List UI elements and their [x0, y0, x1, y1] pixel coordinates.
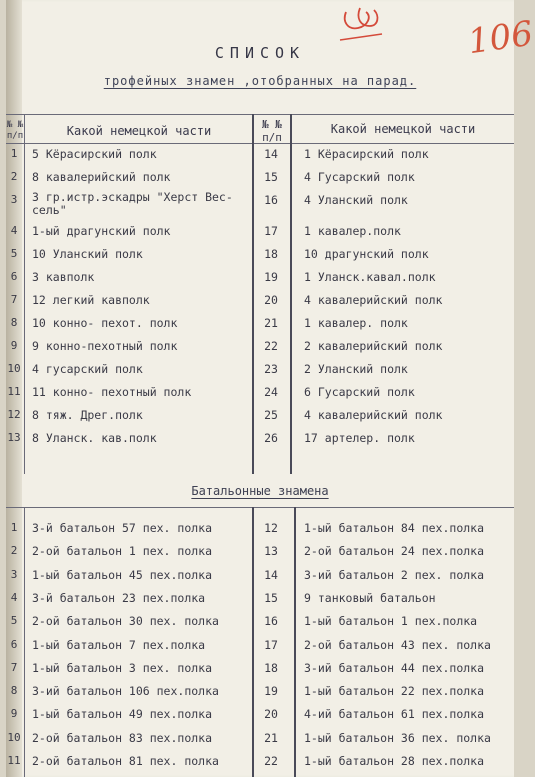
unit-name: 12 легкий кавполк — [32, 293, 150, 307]
unit-name: 10 Уланский полк — [32, 247, 143, 261]
row-number: 1 — [10, 147, 18, 160]
unit-name-right: 2 Уланский полк — [304, 362, 408, 376]
unit-name: 9 конно-пехотный полк — [32, 339, 178, 353]
unit-name: 2-ой батальон 30 пех. полка — [32, 614, 219, 629]
red-pencil-mark-icon — [336, 4, 388, 44]
table-row — [6, 362, 514, 384]
row-number-right: 25 — [264, 408, 278, 422]
row-number-right: 20 — [264, 707, 278, 722]
unit-name: 2-ой батальон 81 пех. полка — [32, 754, 219, 768]
battalion-section-title: Батальонные знамена — [191, 484, 329, 498]
table-row — [6, 190, 514, 217]
unit-name: 11 конно- пехотный полк — [32, 385, 192, 399]
unit-name-right: 4-ий батальон 61 пех.полка — [304, 707, 485, 722]
unit-name-right: 1-ый батальон 28 пех.полка — [304, 754, 485, 768]
header-number-right: № № п/п — [262, 118, 282, 144]
unit-name-right: 1 кавалер.полк — [304, 224, 401, 238]
unit-name-right: 4 Гусарский полк — [304, 170, 415, 184]
row-number-right: 22 — [264, 754, 278, 768]
unit-name-right: 4 кавалерийский полк — [304, 408, 443, 422]
unit-name-right: 10 драгунский полк — [304, 247, 429, 261]
row-number: 3 — [10, 193, 18, 206]
unit-name: 3-й батальон 57 пех. полка — [32, 521, 213, 535]
unit-name: 4 гусарский полк — [32, 362, 143, 376]
row-number: 9 — [10, 339, 18, 352]
table-row — [6, 544, 514, 566]
table-row — [6, 731, 514, 753]
row-number: 5 — [10, 247, 18, 260]
unit-name: 10 конно- пехот. полк — [32, 316, 178, 330]
unit-name: 8 тяж. Дрег.полк — [32, 408, 143, 422]
row-number-right: 13 — [264, 544, 278, 559]
unit-name-right: 1-ый батальон 1 пех.полка — [304, 614, 478, 629]
row-number: 11 — [7, 754, 21, 767]
row-number-right: 20 — [264, 293, 278, 307]
header-unit-right: Какой немецкой части — [330, 122, 476, 136]
row-number: 8 — [10, 316, 18, 329]
row-number-right: 15 — [264, 170, 278, 184]
table-row — [6, 316, 514, 338]
unit-name: 1-ый драгунский полк — [32, 224, 171, 238]
row-number-right: 17 — [264, 224, 278, 238]
unit-name: 8 кавалерийский полк — [32, 170, 171, 184]
row-number: 8 — [10, 684, 18, 698]
table-top-rule — [6, 114, 514, 115]
document-page — [6, 0, 535, 777]
row-number-right: 16 — [264, 193, 278, 207]
unit-name-right: 2 кавалерийский полк — [304, 339, 443, 353]
unit-name: 3-й батальон 23 пех.полка — [32, 590, 206, 605]
row-number-right: 23 — [264, 362, 278, 376]
document-title: СПИСОК — [214, 44, 306, 62]
unit-name-right: 1-ый батальон 22 пех.полка — [304, 684, 485, 699]
row-number-right: 26 — [264, 431, 278, 445]
row-number: 7 — [10, 660, 18, 674]
row-number: 13 — [7, 431, 21, 444]
unit-name-right: 2-ой батальон 43 пех. полка — [304, 637, 491, 652]
table-row — [6, 684, 514, 706]
row-number-right: 14 — [264, 147, 278, 161]
table-row — [6, 247, 514, 269]
row-number-right: 18 — [264, 660, 278, 675]
row-number: 4 — [10, 224, 18, 237]
table-row — [6, 707, 514, 729]
row-number: 2 — [10, 544, 18, 558]
unit-name-right: 6 Гусарский полк — [304, 385, 415, 399]
row-number: 6 — [10, 637, 18, 651]
unit-name-right: 4 кавалерийский полк — [304, 293, 443, 307]
row-number: 2 — [10, 170, 18, 183]
row-number-right: 17 — [264, 637, 278, 652]
row-number: 7 — [10, 293, 18, 306]
row-number-right: 14 — [264, 567, 278, 582]
table-row — [6, 661, 514, 683]
document-subtitle: трофейных знамен ,отобранных на парад. — [103, 74, 417, 88]
table-row — [6, 339, 514, 361]
unit-name: 1-ый батальон 7 пех.полка — [32, 637, 206, 652]
row-number: 3 — [10, 567, 18, 581]
table-row — [6, 293, 514, 315]
unit-name: 5 Кёрасирский полк — [32, 147, 157, 161]
row-number: 10 — [7, 730, 21, 744]
unit-name: 2-ой батальон 1 пех. полка — [32, 544, 213, 559]
row-number-right: 22 — [264, 339, 278, 353]
unit-name-right: 1 Кёрасирский полк — [304, 147, 429, 161]
table-row — [6, 591, 514, 613]
table-row — [6, 568, 514, 590]
table-row — [6, 754, 514, 776]
table-row — [6, 408, 514, 430]
table-row — [6, 521, 514, 543]
table-row — [6, 431, 514, 453]
unit-name-right: 4 Уланский полк — [304, 193, 408, 207]
unit-name-right: 3-ий батальон 2 пех. полка — [304, 567, 485, 582]
row-number: 5 — [10, 614, 18, 628]
row-number-right: 19 — [264, 270, 278, 284]
unit-name: 2-ой батальон 83 пех.полка — [32, 730, 213, 745]
row-number: 12 — [7, 408, 21, 421]
unit-name: 1-ый батальон 49 пех.полка — [32, 707, 213, 722]
unit-name: 1-ый батальон 45 пех.полка — [32, 567, 213, 582]
row-number-right: 24 — [264, 385, 278, 399]
row-number-right: 12 — [264, 521, 278, 535]
unit-name-right: 9 танковый батальон — [304, 590, 436, 605]
unit-name-right: 1 кавалер. полк — [304, 316, 408, 330]
row-number-right: 15 — [264, 590, 278, 605]
unit-name-right: 3-ий батальон 44 пех.полка — [304, 660, 485, 675]
table-row — [6, 147, 514, 169]
table-row — [6, 224, 514, 246]
sheet-number: 106 — [465, 13, 535, 63]
header-number: № № п/п — [6, 120, 24, 141]
row-number: 10 — [7, 362, 21, 375]
row-number-right: 16 — [264, 614, 278, 629]
table-row — [6, 170, 514, 192]
unit-name: 3 гр.истр.эскадры "Херст Вес- сель" — [32, 190, 233, 217]
unit-name-right: 1-ый батальон 84 пех.полка — [304, 521, 485, 535]
unit-name-right: 2-ой батальон 24 пех.полка — [304, 544, 485, 559]
row-number: 11 — [7, 385, 21, 398]
table-row — [6, 385, 514, 407]
row-number-right: 21 — [264, 316, 278, 330]
table-row — [6, 614, 514, 636]
row-number: 4 — [10, 590, 18, 604]
row-number-right: 18 — [264, 247, 278, 261]
unit-name-right: 17 артелер. полк — [304, 431, 415, 445]
table-row — [6, 638, 514, 660]
row-number: 9 — [10, 707, 18, 721]
row-number-right: 21 — [264, 730, 278, 745]
row-number-right: 19 — [264, 684, 278, 699]
unit-name: 3 кавполк — [32, 270, 95, 284]
row-number: 6 — [10, 270, 18, 283]
unit-name-right: 1-ый батальон 36 пех. полка — [304, 730, 491, 745]
row-number: 1 — [10, 521, 18, 534]
unit-name: 8 Уланск. кав.полк — [32, 431, 157, 445]
battalion-table-rule — [6, 507, 514, 508]
header-unit-left: Какой немецкой части — [66, 124, 212, 138]
unit-name: 1-ый батальон 3 пех. полка — [32, 660, 213, 675]
unit-name: 3-ий батальон 106 пех.полка — [32, 684, 219, 699]
table-row — [6, 270, 514, 292]
unit-name-right: 1 Уланск.кавал.полк — [304, 270, 436, 284]
